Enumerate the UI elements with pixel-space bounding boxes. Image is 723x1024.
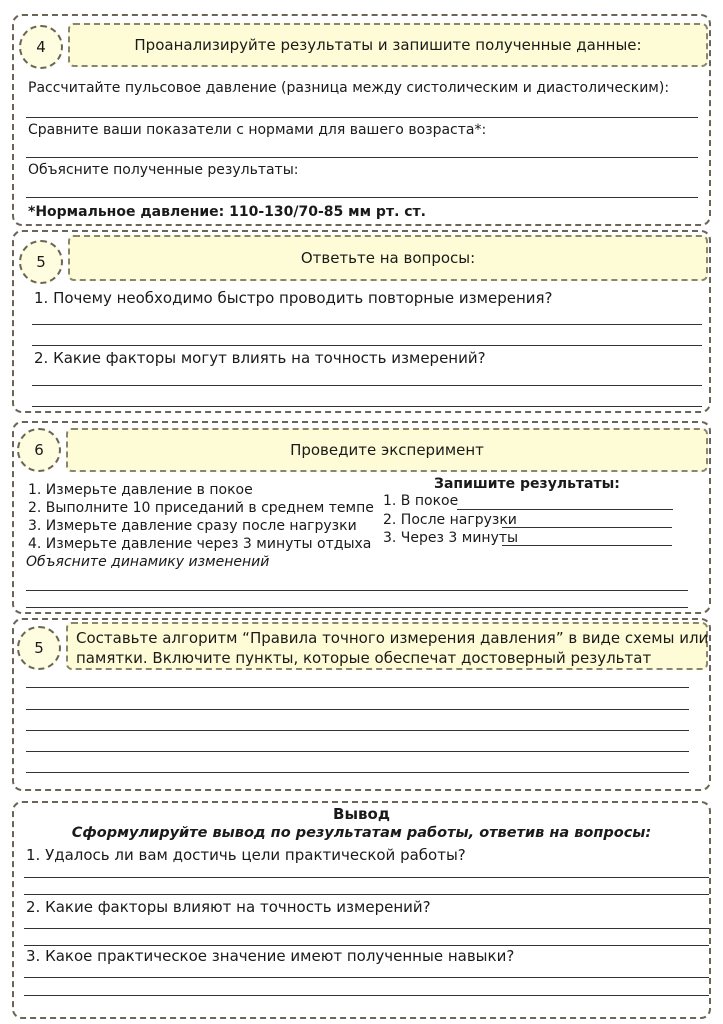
answer-line[interactable] — [26, 157, 698, 158]
experiment-step: 2. Выполните 10 приседаний в среднем темпе — [28, 500, 374, 516]
answer-line[interactable] — [32, 385, 702, 386]
section-number: 5 — [17, 626, 61, 670]
answer-line[interactable] — [24, 894, 709, 895]
answer-line[interactable] — [24, 877, 709, 878]
answer-line[interactable] — [26, 607, 688, 608]
answer-line[interactable] — [26, 117, 698, 118]
conclusion-question-practical: 3. Какое практическое значение имеют полученные навыки? — [26, 947, 515, 965]
section-banner — [66, 622, 708, 670]
question-repeat-measurements: 1. Почему необходимо быстро проводить повторные измерения? — [34, 289, 553, 307]
normal-pressure-note: *Нормальное давление: 110-130/70-85 мм рт. ст. — [28, 204, 426, 220]
result-rest-input[interactable] — [457, 509, 673, 510]
answer-line[interactable] — [24, 977, 709, 978]
section-banner: Проведите эксперимент — [66, 428, 708, 472]
conclusion-question-goal: 1. Удалось ли вам достичь цели практической работы? — [26, 846, 466, 864]
answer-line[interactable] — [24, 945, 709, 946]
question-compare-norms: Сравните ваши показатели с нормами для вашего возраста*: — [28, 122, 487, 138]
question-accuracy-factors: 2. Какие факторы могут влиять на точность измерений? — [34, 349, 486, 367]
results-title: Запишите результаты: — [434, 476, 620, 492]
answer-line[interactable] — [32, 406, 702, 407]
section-number: 6 — [17, 428, 61, 472]
answer-line[interactable] — [26, 772, 689, 773]
result-after-3min-label: 3. Через 3 минуты — [383, 530, 519, 546]
answer-line[interactable] — [26, 197, 698, 198]
conclusion-title: Вывод — [333, 805, 390, 823]
section-banner: Ответьте на вопросы: — [68, 235, 708, 281]
answer-line[interactable] — [26, 709, 689, 710]
answer-line[interactable] — [26, 751, 689, 752]
answer-line[interactable] — [32, 345, 702, 346]
answer-line[interactable] — [26, 590, 688, 591]
result-after-load-input[interactable] — [502, 527, 672, 528]
experiment-step: 1. Измерьте давление в покое — [28, 482, 253, 498]
question-pulse-pressure: Рассчитайте пульсовое давление (разница между систолическим и диастолическим): — [28, 80, 670, 96]
section-4 — [12, 14, 711, 226]
result-after-load-label: 2. После нагрузки — [383, 512, 517, 528]
answer-line[interactable] — [24, 995, 709, 996]
section-number: 5 — [19, 240, 63, 284]
result-rest-label: 1. В покое — [383, 493, 459, 509]
answer-line[interactable] — [26, 687, 689, 688]
experiment-step: 3. Измерьте давление сразу после нагрузки — [28, 518, 357, 534]
section-6-experiment — [12, 421, 711, 614]
explain-dynamics: Объясните динамику изменений — [26, 554, 270, 570]
experiment-step: 4. Измерьте давление через 3 минуты отдыха — [28, 536, 372, 552]
section-conclusion — [12, 801, 711, 1019]
result-after-3min-input[interactable] — [502, 545, 672, 546]
section-5-algorithm — [12, 618, 711, 791]
question-explain-results: Объясните полученные результаты: — [28, 162, 299, 178]
section-number: 4 — [19, 25, 63, 69]
answer-line[interactable] — [32, 324, 702, 325]
section-banner: Проанализируйте результаты и запишите полученные данные: — [68, 23, 708, 67]
banner-line-1: Составьте алгоритм “Правила точного измерения давления” в виде схемы или — [76, 629, 709, 647]
conclusion-subtitle: Сформулируйте вывод по результатам работы, ответив на вопросы: — [71, 825, 652, 841]
banner-line-2: памятки. Включите пункты, которые обеспечат достоверный результат — [76, 649, 652, 667]
conclusion-question-factors: 2. Какие факторы влияют на точность измерений? — [26, 898, 431, 916]
section-5-questions — [12, 230, 711, 413]
answer-line[interactable] — [26, 730, 689, 731]
answer-line[interactable] — [24, 928, 709, 929]
